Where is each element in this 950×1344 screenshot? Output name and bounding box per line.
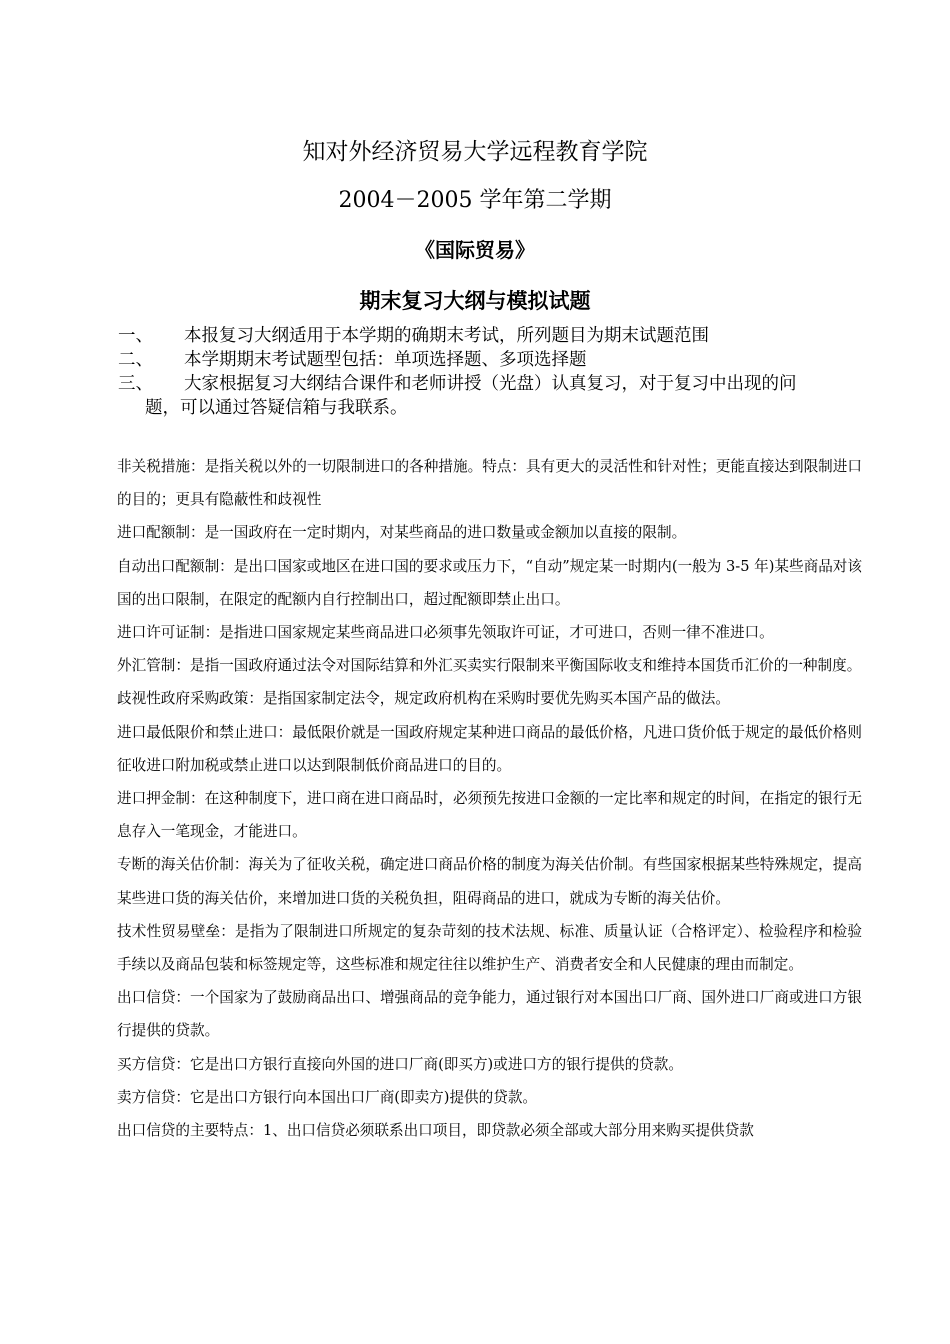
definitions-section [117,450,862,1147]
definition-paragraph: 外汇管制：是指一国政府通过法令对国际结算和外汇买卖实行限制来平衡国际收支和维持本国货币汇价的一种制度。 [117,657,862,675]
semester-title: 2004－2005 学年第二学期 [338,188,612,213]
outline-item [118,348,863,372]
outline-item-continuation: 题，可以通过答疑信箱与我联系。 [145,398,408,418]
outline-item-text: 本报复习大纲适用于本学期的确期末考试，所列题目为期末试题范围 [184,326,709,346]
definition-paragraph: 进口配额制：是一国政府在一定时期内，对某些商品的进口数量或金额加以直接的限制。 [117,524,687,542]
course-title: 《国际贸易》 [415,238,535,262]
definition-paragraph: 专断的海关估价制：海关为了征收关税，确定进口商品价格的制度为海关估价制。有些国家根据某些特殊规定，提高某些进口货的海关估价，来增加进口货的关税负担，阻碍商品的进口，就成为专断的海关估价。 [117,856,862,907]
outline-item-number: 二、 [118,350,153,370]
outline-item [118,324,863,348]
definition-paragraph: 非关税措施：是指关税以外的一切限制进口的各种措施。特点：具有更大的灵活性和针对性；更能直接达到限制进口的目的；更具有隐蔽性和歧视性 [117,458,862,509]
definition-paragraph: 技术性贸易壁垒：是指为了限制进口所规定的复杂苛刻的技术法规、标准、质量认证（合格评定）、检验程序和检验手续以及商品包装和标签规定等，这些标准和规定往往以维护生产、消费者安全和人民健康的理由而制定。 [117,922,862,974]
outline-item-text: 大家根据复习大纲结合课件和老师讲授（光盘）认真复习，对于复习中出现的问 [184,374,797,394]
definition-paragraph: 出口信贷：一个国家为了鼓励商品出口、增强商品的竞争能力，通过银行对本国出口厂商、国外进口厂商或进口方银行提供的贷款。 [117,989,862,1040]
definition-paragraph: 买方信贷：它是出口方银行直接向外国的进口厂商(即买方)或进口方的银行提供的贷款。 [117,1055,683,1073]
definition-paragraph: 进口许可证制：是指进口国家规定某些商品进口必须事先领取许可证，才可进口，否则一律不准进口。 [117,624,774,642]
outline-list [118,324,863,420]
definition-paragraph: 进口押金制：在这种制度下，进口商在进口商品时，必须预先按进口金额的一定比率和规定的时间，在指定的银行无息存入一笔现金，才能进口。 [117,790,862,841]
definition-paragraph: 自动出口配额制：是出口国家或地区在进口国的要求或压力下，“自动”规定某一时期内(一般为 3-5 年)某些商品对该国的出口限制，在限定的配额内自行控制出口，超过配额即禁止出口。 [117,557,862,608]
definition-paragraph: 歧视性政府采购政策：是指国家制定法令，规定政府机构在采购时要优先购买本国产品的做法。 [117,690,730,708]
definition-paragraph: 进口最低限价和禁止进口：最低限价就是一国政府规定某种进口商品的最低价格，凡进口货价低于规定的最低价格则征收进口附加税或禁止进口以达到限制低价商品进口的目的。 [117,723,862,774]
outline-item [118,372,863,420]
definition-paragraph: 卖方信贷：它是出口方银行向本国出口厂商(即卖方)提供的贷款。 [117,1088,538,1106]
document-subtitle: 期末复习大纲与模拟试题 [359,288,591,313]
outline-item-number: 一、 [118,326,153,346]
institution-title: 知对外经济贸易大学远程教育学院 [302,139,648,165]
definition-paragraph: 出口信贷的主要特点：1、出口信贷必须联系出口项目，即贷款必须全部或大部分用来购买提供贷款 [117,1122,754,1140]
outline-item-number: 三、 [118,374,153,394]
outline-item-text: 本学期期末考试题型包括：单项选择题、多项选择题 [184,350,587,370]
